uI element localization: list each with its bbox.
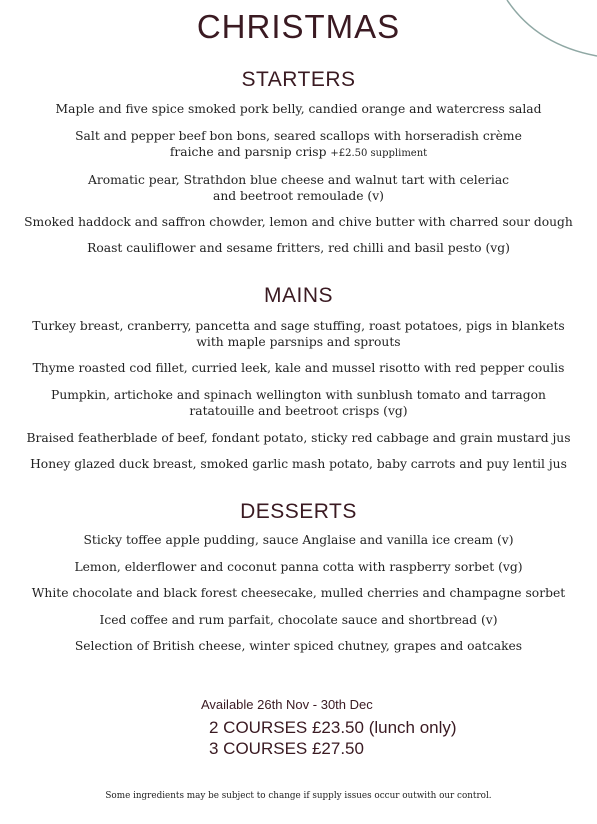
starter-item <box>0 101 597 117</box>
dish-line: White chocolate and black forest cheesecake, mulled cherries and champagne sorbet <box>31 586 566 600</box>
mains-heading: MAINS <box>263 284 333 307</box>
dish-line: Iced coffee and rum parfait, chocolate sauce and shortbread (v) <box>99 613 498 627</box>
dish-line: Smoked haddock and saffron chowder, lemon and chive butter with charred sour dough <box>24 215 573 229</box>
dish-line: Lemon, elderflower and coconut panna cotta with raspberry sorbet (vg) <box>74 560 523 574</box>
dessert-item <box>0 532 597 548</box>
dish-line: Aromatic pear, Strathdon blue cheese and walnut tart with celeriac <box>87 173 510 187</box>
dish-line: Maple and five spice smoked pork belly, candied orange and watercress salad <box>55 102 542 116</box>
availability-dates: Available 26th Nov - 30th Dec <box>201 697 373 712</box>
price-three-courses: 3 COURSES £27.50 <box>209 739 364 758</box>
dish-line-2 <box>0 144 597 162</box>
main-item <box>0 360 597 376</box>
starter-item <box>0 128 597 162</box>
starters-heading: STARTERS <box>241 68 356 91</box>
main-item <box>0 430 597 446</box>
dessert-item <box>0 585 597 601</box>
menu-title: CHRISTMAS <box>196 8 401 45</box>
main-item <box>0 318 597 350</box>
dish-line: Turkey breast, cranberry, pancetta and sage stuffing, roast potatoes, pigs in blankets <box>32 319 565 333</box>
supplement-note: +£2.50 suppliment <box>330 148 428 159</box>
starter-item <box>0 240 597 256</box>
desserts-heading: DESSERTS <box>240 500 357 523</box>
starter-item <box>0 172 597 204</box>
dish-line: Braised featherblade of beef, fondant potato, sticky red cabbage and grain mustard jus <box>26 431 571 445</box>
dish-line-2: and beetroot remoulade (v) <box>213 189 384 203</box>
dish-line: Sticky toffee apple pudding, sauce Anglaise and vanilla ice cream (v) <box>83 533 514 547</box>
dish-line-2-text: fraiche and parsnip crisp <box>169 145 331 159</box>
starter-item <box>0 214 597 230</box>
dish-line: Honey glazed duck breast, smoked garlic mash potato, baby carrots and puy lentil jus <box>30 457 567 471</box>
disclaimer-note: Some ingredients may be subject to change if supply issues occur outwith our control. <box>105 791 492 801</box>
dish-line: Roast cauliflower and sesame fritters, red chilli and basil pesto (vg) <box>87 241 510 255</box>
dish-line: Pumpkin, artichoke and spinach wellington with sunblush tomato and tarragon <box>51 388 546 402</box>
dish-line-2: ratatouille and beetroot crisps (vg) <box>189 404 408 418</box>
main-item <box>0 387 597 419</box>
dish-line: Salt and pepper beef bon bons, seared scallops with horseradish crème <box>75 129 522 143</box>
main-item <box>0 456 597 472</box>
dish-line-2: with maple parsnips and sprouts <box>196 335 401 349</box>
dessert-item <box>0 638 597 654</box>
dessert-item <box>0 559 597 575</box>
price-two-courses: 2 COURSES £23.50 (lunch only) <box>209 718 457 737</box>
dish-line: Thyme roasted cod fillet, curried leek, kale and mussel risotto with red pepper coulis <box>32 361 565 375</box>
dish-line: Selection of British cheese, winter spiced chutney, grapes and oatcakes <box>74 639 523 653</box>
dessert-item <box>0 612 597 628</box>
